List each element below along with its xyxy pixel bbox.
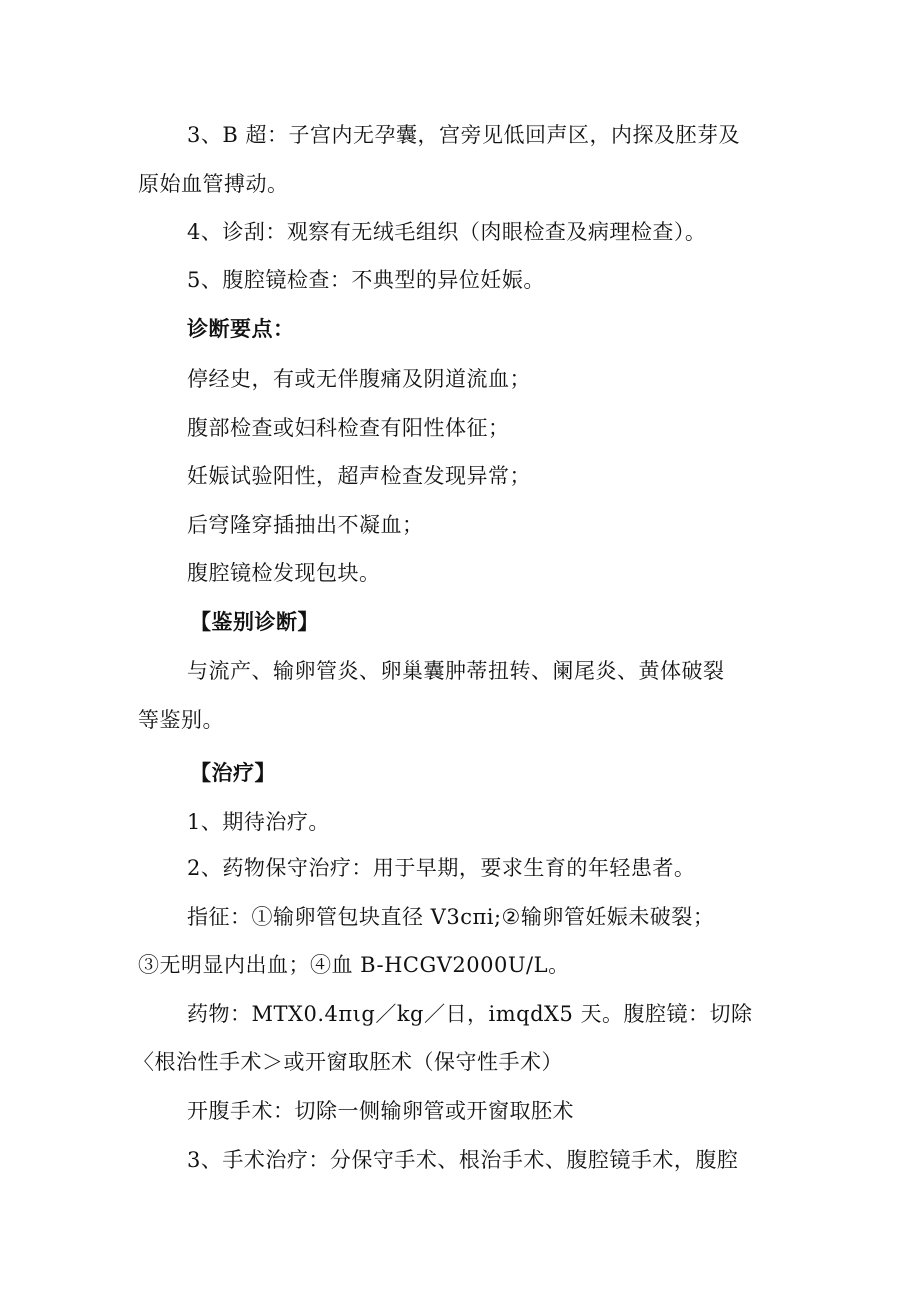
text-line: 原始血管搏动。 [138,172,289,196]
text-line: ③无明显内出血；④血 B-HCGV2000U/L。 [138,953,570,977]
text-line: 腹部检查或妇科检查有阳性体征； [187,416,510,440]
text-line: 与流产、输卵管炎、卵巢囊肿蒂扭转、阑尾炎、黄体破裂 [187,659,725,683]
text-line: 2、药物保守治疗：用于早期，要求生育的年轻患者。 [187,856,696,880]
text-line: 5、腹腔镜检查：不典型的异位妊娠。 [187,268,545,292]
text-line: 后穹隆穿插抽出不凝血； [187,513,424,537]
text-line: 〈根治性手术＞或开窗取胚术（保守性手术） [133,1050,563,1074]
section-heading: 【鉴别诊断】 [190,609,319,634]
text-line: 指征：①输卵管包块直径 V3cπi;②输卵管妊娠未破裂； [187,905,715,929]
text-line: 妊娠试验阳性，超声检查发现异常； [187,464,531,488]
text-line: 3、手术治疗：分保守手术、根治手术、腹腔镜手术，腹腔 [187,1148,739,1172]
text-line: 等鉴别。 [138,708,224,732]
text-line: 3、B 超：子宫内无孕囊，宫旁见低回声区，内探及胚芽及 [187,123,740,147]
text-line: 1、期待治疗。 [187,810,330,834]
text-line: 开腹手术：切除一侧输卵管或开窗取胚术 [187,1099,574,1123]
text-line: 腹腔镜检发现包块。 [187,561,381,585]
section-heading: 【治疗】 [190,760,276,785]
text-line: 停经史，有或无伴腹痛及阴道流血； [187,367,531,391]
text-line: 4、诊刮：观察有无绒毛组织（肉眼检查及病理检查）。 [187,220,707,244]
text-line: 药物：MTX0.4πιg／kg／日，imqdX5 天。腹腔镜：切除 [187,1002,753,1026]
section-heading: 诊断要点： [187,316,295,341]
